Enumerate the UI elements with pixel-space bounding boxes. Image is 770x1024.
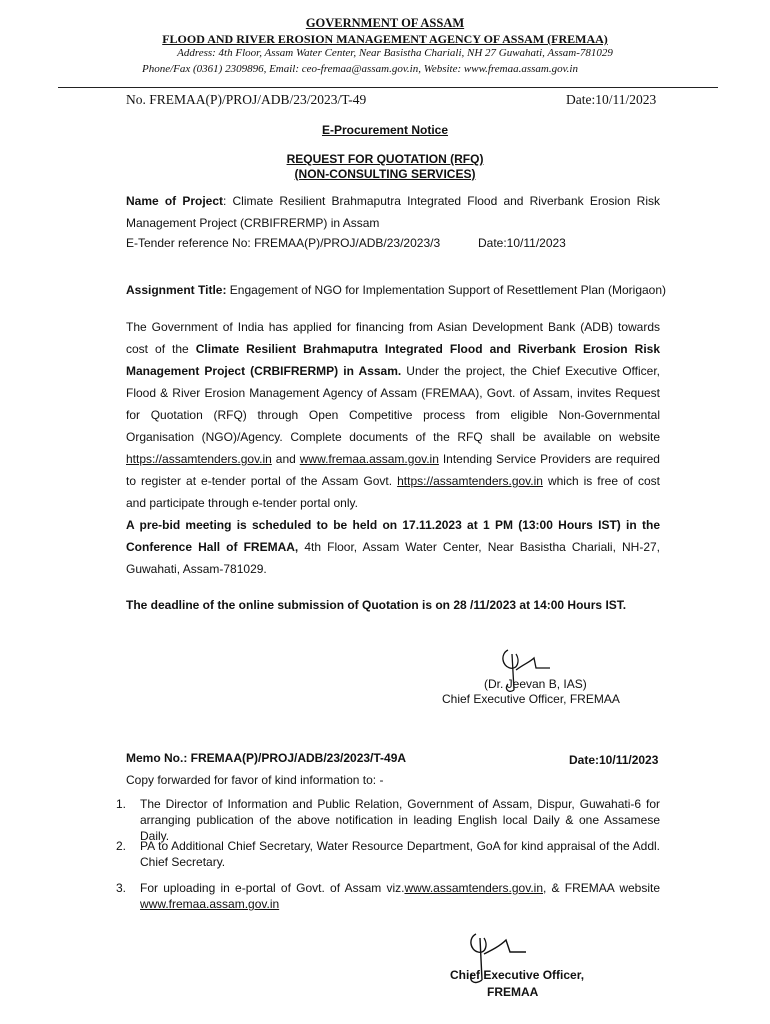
project-label: Name of Project <box>126 194 224 208</box>
assignment-title: Engagement of NGO for Implementation Support of Resettlement Plan (Morigaon) <box>226 283 667 297</box>
signatory-designation: Chief Executive Officer, FREMAA <box>442 692 620 706</box>
assignment-line <box>126 283 666 297</box>
eprocurement-title: E-Procurement Notice <box>321 123 449 137</box>
prebid-paragraph <box>126 514 660 580</box>
list-number: 2. <box>116 839 127 853</box>
prebid-emphasis: A pre-bid meeting is scheduled to be held on 17.11.2023 at 1 PM (13:00 Hours IST) in the Conference Hall of FREMAA, <box>126 518 660 554</box>
memo-date: Date:10/11/2023 <box>569 753 659 767</box>
paragraph-text: and <box>271 452 300 466</box>
financing-paragraph <box>126 316 660 514</box>
signatory-name: (Dr. Jeevan B, IAS) <box>484 677 587 691</box>
list-text-part: , & FREMAA website <box>543 881 661 895</box>
reference-number: No. FREMAA(P)/PROJ/ADB/23/2023/T-49 <box>126 92 367 107</box>
list-number: 1. <box>116 797 127 811</box>
reference-date: Date:10/11/2023 <box>566 92 657 107</box>
tender-reference: E-Tender reference No: FREMAA(P)/PROJ/ADB/23/2023/3 <box>126 236 441 250</box>
signoff-agency: FREMAA <box>487 985 539 999</box>
project-name: : Climate Resilient Brahmaputra Integrated Flood and Riverbank Erosion Risk Management Project (CRBIFRERMP) in Assam <box>126 194 660 230</box>
rfq-subtitle: (NON-CONSULTING SERVICES) <box>294 167 476 181</box>
signoff-designation: Chief Executive Officer, <box>450 968 585 982</box>
list-text-part: For uploading in e-portal of Govt. of Assam viz. <box>140 881 405 895</box>
assamtenders-link[interactable]: https://assamtenders.gov.in <box>126 452 272 466</box>
list-text <box>140 880 660 912</box>
list-item <box>116 880 662 914</box>
list-text: The Director of Information and Public Relation, Government of Assam, Dispur, Guwahati-6 for arranging publication of the above notification in leading English local Daily & one Assamese Daily. <box>140 797 660 843</box>
fremaa-website-link[interactable]: www.fremaa.assam.gov.in <box>299 452 439 466</box>
project-emphasis: Climate Resilient Brahmaputra Integrated Flood and Riverbank Erosion Risk Management Project (CRBIFRERMP) in Assam. <box>126 342 661 378</box>
list-text: PA to Additional Chief Secretary, Water Resource Department, GoA for kind appraisal of the Addl. Chief Secretary. <box>140 839 660 869</box>
tender-date: Date:10/11/2023 <box>478 236 566 250</box>
list-item <box>116 796 662 843</box>
agency-heading: FLOOD AND RIVER EROSION MANAGEMENT AGENCY OF ASSAM (FREMAA) <box>162 32 608 46</box>
contact-line: Phone/Fax (0361) 2309896, Email: ceo-fremaa@assam.gov.in, Website: www.fremaa.assam.gov.in <box>141 63 578 75</box>
list-number: 3. <box>116 881 127 895</box>
header-divider <box>58 87 718 88</box>
prebid-venue: 4th Floor, Assam Water Center, Near Basistha Chariali, NH-27, Guwahati, Assam-781029. <box>126 540 660 576</box>
paragraph-text: Under the project, the Chief Executive Officer, Flood & River Erosion Management Agency of Assam (FREMAA), Govt. of Assam, invites Request for Quotation (RFQ) through Open Competitive process from eligible Non-Governmental Organisation (NGO)/Agency. Complete documents of the RFQ shall be available on website <box>126 364 660 444</box>
fremaa-website-link[interactable]: www.fremaa.assam.gov.in <box>140 897 280 911</box>
address-line: Address: 4th Floor, Assam Water Center, Near Basistha Chariali, NH 27 Guwahati, Assam-781029 <box>177 47 613 59</box>
rfq-title: REQUEST FOR QUOTATION (RFQ) <box>286 152 484 166</box>
memo-reference: Memo No.: FREMAA(P)/PROJ/ADB/23/2023/T-49A <box>126 751 407 765</box>
deadline-notice: The deadline of the online submission of Quotation is on 28 /11/2023 at 14:00 Hours IST. <box>126 598 627 612</box>
paragraph-text: Intending Service Providers are required to register at e-tender portal of the Assam Govt. <box>126 452 660 488</box>
list-item <box>116 838 662 872</box>
paragraph-text: The Government of India has applied for financing from Asian Development Bank (ADB) towards cost of the <box>126 320 660 356</box>
memo-intro: Copy forwarded for favor of kind information to: - <box>126 773 384 787</box>
government-heading: GOVERNMENT OF ASSAM <box>305 16 465 30</box>
assamtenders-link[interactable]: www.assamtenders.gov.in <box>404 881 543 895</box>
paragraph-text: which is free of cost and participate through e-tender portal only. <box>126 474 660 510</box>
assamtenders-link[interactable]: https://assamtenders.gov.in <box>397 474 543 488</box>
project-name-block <box>126 190 660 234</box>
assignment-label: Assignment Title: <box>126 283 227 297</box>
